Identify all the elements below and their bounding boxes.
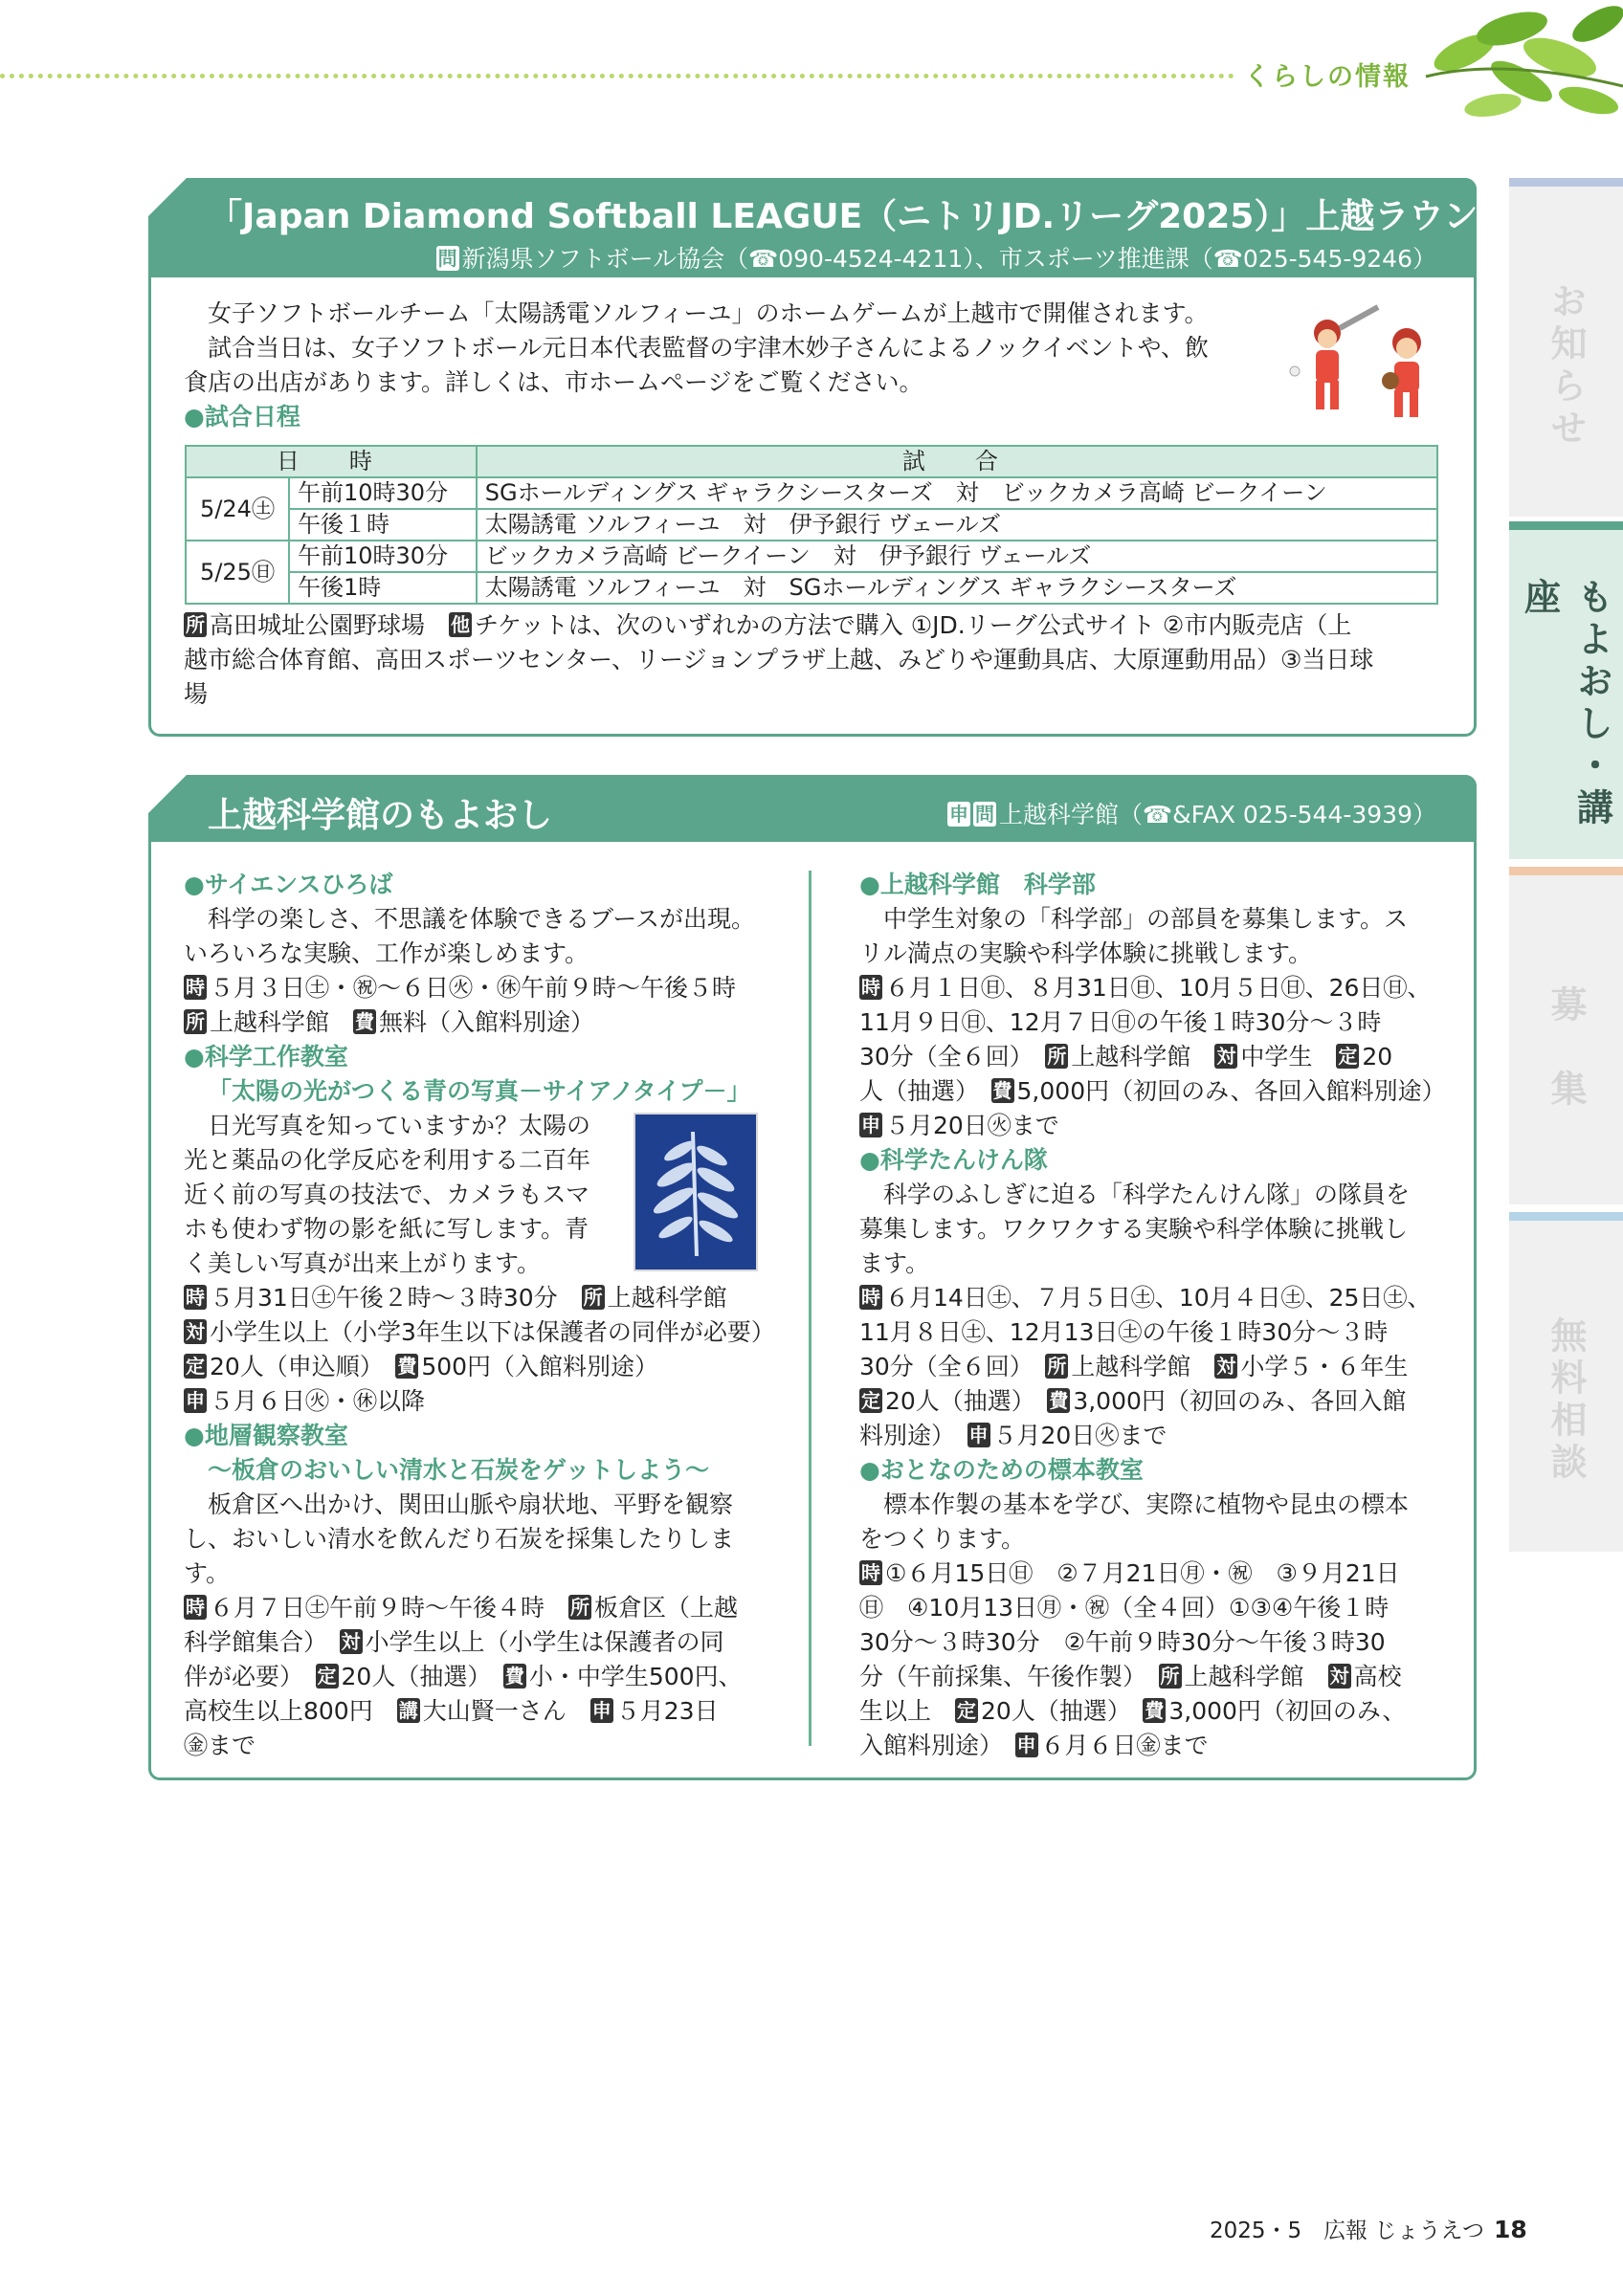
section-heading: ●サイエンスひろば [184,871,393,898]
time-cell: 午後１時 [289,509,477,541]
tab-label: お知らせ [1545,282,1587,451]
section-subtitle: 「太陽の光がつくる青の写真－サイアノタイプ－」 [208,1077,751,1105]
match-cell: SGホールディングス ギャラクシースターズ 対 ビックカメラ高崎 ビークイーン [477,477,1437,509]
schedule-heading: ●試合日程 [184,403,300,430]
tab-color-bar [1509,178,1623,187]
cyanotype-photo [634,1113,758,1271]
section-heading: ●科学工作教室 [184,1043,348,1071]
table-row [186,572,1437,604]
header-corner [148,178,187,216]
date-cell: 5/25㊐ [186,541,289,604]
column-divider [809,871,812,1746]
other-badge: 他 [451,613,471,636]
tab-label: もよおし・講座 [1518,578,1613,830]
softball-players-illustration [1287,304,1440,429]
match-cell: ビックカメラ高崎 ビークイーン 対 伊予銀行 ヴェールズ [477,541,1437,572]
column-header: 試 合 [477,446,1437,477]
article-contact: 申 問 上越科学館（☎&FAX 025-544-3939） [949,801,1436,828]
time-cell: 午後1時 [289,572,477,604]
table-row [186,509,1437,541]
match-cell: 太陽誘電 ソルフィーユ 対 伊予銀行 ヴェールズ [477,509,1437,541]
section-label: くらしの情報 [1244,62,1411,92]
softball-header [148,178,1513,277]
table-row [186,541,1437,572]
tab-color-bar [1509,521,1623,530]
article-title: 上越科学館のもよおし [208,796,553,835]
place-badge: 所 [186,613,205,636]
inquiry-badge: 問 [975,803,994,826]
section-heading: ●地層観察教室 [184,1422,348,1449]
side-tab-muryo-sodan[interactable] [1509,1212,1623,1552]
time-cell: 午前10時30分 [289,477,477,509]
schedule-table [185,445,1438,605]
table-row [186,477,1437,509]
softball-details: 所 高田城址公園野球場 他 チケットは、次のいずれかの方法で購入 ①JD.リーグ公式サイト ②市内販売店（上 越市総合体育館、高田スポーツセンター、リージョンプラザ上越、みどりや運動具店、大原運動用品）③当日球 場 [184,611,1374,708]
article-title: 「Japan Diamond Softball LEAGUE（ニトリJD.リーグ2025）」上越ラウンド [208,197,1513,236]
apply-badge: 申 [949,803,968,826]
inquiry-badge: 問 [437,247,457,270]
tab-color-bar [1509,867,1623,875]
softball-intro: 女子ソフトボールチーム「太陽誘電ソルフィーユ」のホームゲームが上越市で開催されます。 試合当日は、女子ソフトボール元日本代表監督の宇津木妙子さんによるノックイベントや、飲 食店の出店があります。詳しくは、市ホームページをご覧ください。 ●試合日程 [184,297,1284,434]
side-tab-boshu[interactable] [1509,867,1623,1204]
section-subtitle: ～板倉のおいしい清水と石炭をゲットしよう～ [208,1456,710,1484]
table-header-row [186,446,1437,477]
tab-color-bar [1509,1212,1623,1221]
section-heading: ●科学たんけん隊 [859,1146,1048,1174]
header-corner [148,775,187,813]
science-right-column: ●上越科学館 科学部 中学生対象の「科学部」の部員を募集します。ス リル満点の実験や科学体験に挑戦します。 時 ６月１日㊐、８月31日㊐、10月５日㊐、26日㊐、 11月９日㊐、12月７日㊐の午後１時30分～３時 30分（全６回） 所 上越科学館 対 中学生 定 20 人（抽選） 費 5,000円（初回のみ、各回入館料別途） 申 ５月20日㊋まで ●科学たんけん隊 科学のふしぎに迫る「科学たんけん隊」の隊員を 募集します。ワクワクする実験や科学体験に挑戦し ます。 時 ６月14日㊏、７月５日㊏、10月４日㊏、25日㊏、 11月８日㊏、12月13日㊏の午後１時30分～３時 30分（全６回） 所 上越科学館 対 小学５・６年生 定 20人（抽選） 費 3,000円（初回のみ、各回入館 料別途） 申 ５月20日㊋まで ●おとなのための標本教室 標本作製の基本を学び、実際に植物や昆虫の標本 をつくります。 時 ①６月15日㊐ ②７月21日㊊・㊗ ③９月21日 ㊐ ④10月13日㊊・㊗（全４回）①③④午後１時 30分～３時30分 ②午前９時30分～午後３時30 分（午前採集、午後作製） 所 上越科学館 対 高校 生以上 定 20人（抽選） 費 3,000円（初回のみ、 入館料別途） 申 ６月６日㊎まで [859,868,1453,1763]
date-cell: 5/24㊏ [186,477,289,541]
side-tab-moyooshi[interactable] [1509,521,1623,859]
tab-label: 募 集 [1545,985,1587,1112]
issue-label: 2025・5 広報 じょうえつ [1210,2219,1485,2243]
column-header: 日 時 [186,446,477,477]
tab-label: 無料相談 [1545,1316,1587,1485]
header-dotted-rule [0,74,1234,78]
section-heading: ●おとなのための標本教室 [859,1456,1144,1484]
article-contact: 問 新潟県ソフトボール協会（☎090-4524-4211）、市スポーツ推進課（☎025-545-9246） [437,245,1436,273]
time-cell: 午前10時30分 [289,541,477,572]
leaves-illustration [1407,0,1623,134]
page-footer [1210,2213,1527,2244]
science-left-column: ●サイエンスひろば 科学の楽しさ、不思議を体験できるブースが出現。 いろいろな実験、工作が楽しめます。 時 ５月３日㊏・㊗～６日㊋・㊡午前９時～午後５時 所 上越科学館 費 無料（入館料別途） ●科学工作教室 「太陽の光がつくる青の写真－サイアノタイプ－」 日光写真を知っていますか？太陽の 光と薬品の化学反応を利用する二百年 近く前の写真の技法で、カメラもスマ ホも使わず物の影を紙に写します。青 く美しい写真が出来上がります。 時 ５月31日㊏午後２時～３時30分 所 上越科学館 対 小学生以上（小学3年生以下は保護者の同伴が必要） 定 20人（申込順） 費 500円（入館料別途） 申 ５月６日㊋・㊡以降 ●地層観察教室 ～板倉のおいしい清水と石炭をゲットしよう～ 板倉区へ出かけ、関田山脈や扇状地、平野を観察 し、おいしい清水を飲んだり石炭を採集したりしま す。 時 ６月７日㊏午前９時～午後４時 所 板倉区（上越 科学館集合） 対 小学生以上（小学生は保護者の同 伴が必要） 定 20人（抽選） 費 小・中学生500円、 高校生以上800円 講 大山賢一さん 申 ５月23日 ㊎まで [184,868,777,1763]
match-cell: 太陽誘電 ソルフィーユ 対 SGホールディングス ギャラクシースターズ [477,572,1437,604]
section-heading: ●上越科学館 科学部 [859,871,1096,898]
page-number: 18 [1494,2216,1527,2243]
science-header [148,775,1477,842]
side-tab-oshirase[interactable] [1509,178,1623,517]
